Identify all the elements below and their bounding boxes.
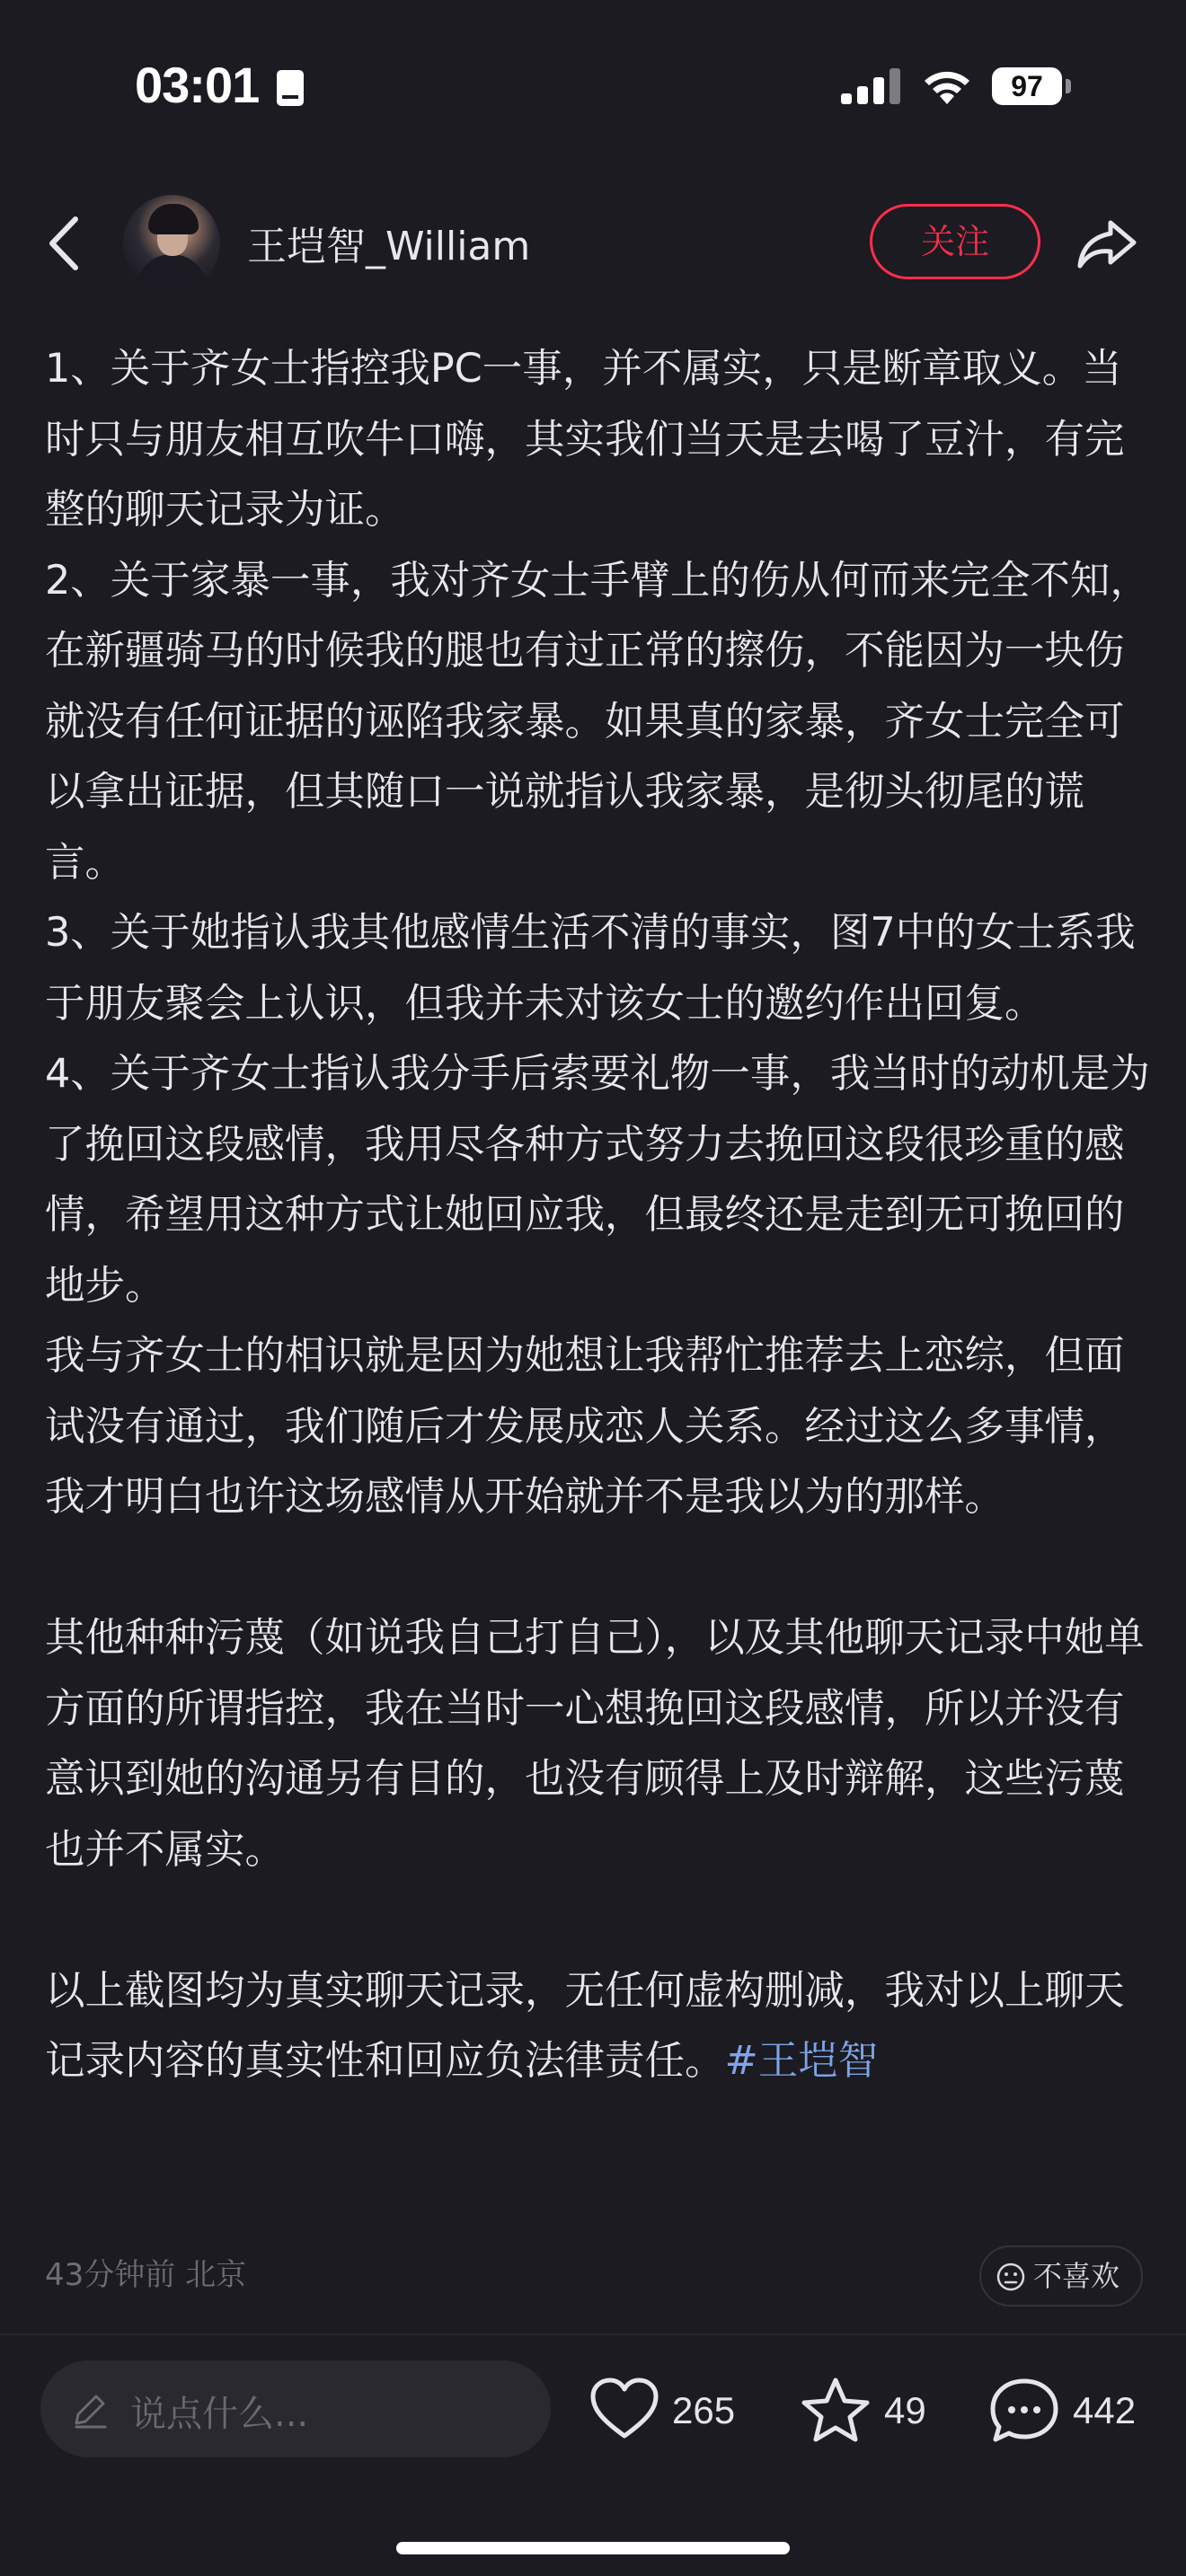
post-time-location: 43分钟前 北京 (45, 2257, 247, 2293)
post-paragraph: 其他种种污蔑（如说我自己打自己），以及其他聊天记录中她单方面的所谓指控，我在当时一心想挽回这段感情，所以并没有意识到她的沟通另有目的，也没有顾得上及时辩解，这些污蔑也并不属实。 (45, 1615, 1145, 1873)
like-count: 265 (672, 2389, 736, 2431)
battery-indicator: 97 (992, 67, 1062, 105)
dislike-button[interactable] (979, 2245, 1143, 2307)
post-paragraph-final (45, 1956, 1150, 2097)
collect-button[interactable] (800, 2371, 943, 2452)
comment-bubble-icon (988, 2377, 1060, 2447)
wifi-icon (920, 65, 974, 106)
avatar-body (136, 254, 208, 292)
back-button[interactable] (38, 212, 92, 275)
post-paragraph: 1、关于齐女士指控我PC一事，并不属实，只是断章取义。当时只与朋友相互吹牛口嗨，其实我们当天是去喝了豆汁，有完整的聊天记录为证。 (45, 346, 1125, 533)
hashtag-link[interactable]: #王垲智 (724, 2038, 879, 2084)
avatar[interactable] (123, 195, 220, 292)
avatar-hair (148, 204, 199, 234)
status-time: 03:01 (135, 57, 260, 113)
status-bar (0, 0, 1186, 171)
heart-icon (589, 2377, 659, 2441)
share-icon[interactable] (1075, 212, 1139, 275)
like-button[interactable] (589, 2371, 751, 2452)
paragraph-spacer (45, 1885, 1150, 1956)
frown-face-icon (996, 2262, 1026, 2292)
battery-nub (1066, 79, 1071, 93)
post-body (45, 334, 1150, 2097)
post-paragraph: 我与齐女士的相识就是因为她想让我帮忙推荐去上恋综，但面试没有通过，我们随后才发展成恋人关系。经过这么多事情，我才明白也许这场感情从开始就并不是我以为的那样。 (45, 1333, 1125, 1520)
cellular-signal-icon (841, 68, 902, 106)
divider (0, 2333, 1186, 2335)
post-paragraph: 2、关于家暴一事，我对齐女士手臂上的伤从何而来完全不知，在新疆骑马的时候我的腿也有过正常的擦伤，不能因为一块伤就没有任何证据的诬陷我家暴。如果真的家暴，齐女士完全可以拿出证据，但其随口一说就指认我家暴，是彻头彻尾的谎言。 (45, 557, 1150, 886)
comments-button[interactable] (988, 2371, 1159, 2452)
paragraph-spacer (45, 1533, 1150, 1604)
dislike-label: 不喜欢 (1033, 2259, 1120, 2293)
post-paragraph-text: 以上截图均为真实聊天记录，无任何虚构删减，我对以上聊天记录内容的真实性和回应负法律责任。 (45, 1967, 1125, 2084)
follow-button[interactable]: 关注 (870, 204, 1040, 279)
collect-count: 49 (884, 2389, 926, 2431)
post-header (0, 180, 1186, 305)
pencil-icon (69, 2389, 111, 2430)
post-paragraph: 3、关于她指认我其他感情生活不清的事实，图7中的女士系我于朋友聚会上认识，但我并未对该女士的邀约作出回复。 (45, 910, 1136, 1027)
book-icon (275, 68, 305, 108)
author-name[interactable]: 王垲智_William (247, 224, 531, 269)
comment-input[interactable] (40, 2360, 551, 2457)
comment-count: 442 (1073, 2389, 1137, 2431)
comment-placeholder: 说点什么... (130, 2394, 309, 2435)
post-paragraph: 4、关于齐女士指认我分手后索要礼物一事，我当时的动机是为了挽回这段感情，我用尽各种方式努力去挽回这段很珍重的感情，希望用这种方式让她回应我，但最终还是走到无可挽回的地步。 (45, 1051, 1150, 1309)
star-icon (800, 2377, 872, 2445)
home-indicator[interactable] (396, 2542, 790, 2554)
